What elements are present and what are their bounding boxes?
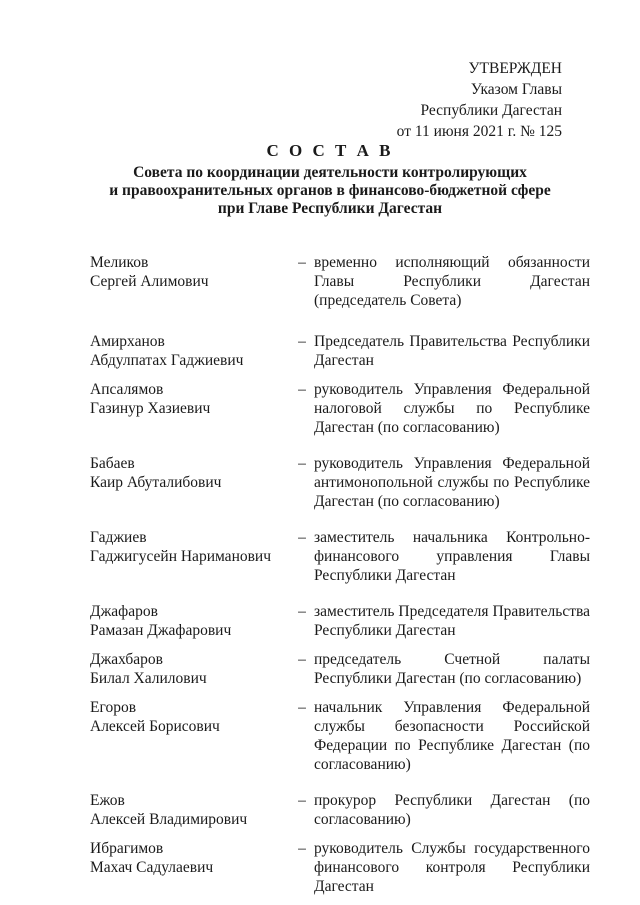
member-given-name: Махач Садулаевич	[90, 859, 214, 876]
member-surname: Гаджиев	[90, 529, 147, 546]
document-title: С О С Т А В	[266, 141, 394, 160]
member-name	[90, 839, 290, 896]
member-name	[90, 528, 290, 585]
member-role: руководитель Службы государственного финансового контроля Республики Дагестан	[314, 840, 590, 895]
dash-separator: –	[298, 699, 306, 716]
member-given-name: Билал Халилович	[90, 670, 207, 687]
approval-title: УТВЕРЖДЕН	[468, 60, 562, 77]
member-row	[90, 602, 590, 640]
dash-separator: –	[298, 529, 306, 546]
document-heading	[60, 140, 600, 218]
member-row	[90, 380, 590, 437]
member-role: прокурор Республики Дагестан (по согласованию)	[314, 792, 590, 828]
member-surname: Джахбаров	[90, 651, 163, 668]
member-name	[90, 332, 290, 370]
member-surname: Ежов	[90, 792, 125, 809]
member-given-name: Алексей Борисович	[90, 718, 220, 735]
member-given-name: Сергей Алимович	[90, 273, 209, 290]
member-name	[90, 380, 290, 437]
member-name	[90, 454, 290, 511]
member-name	[90, 602, 290, 640]
member-role: руководитель Управления Федеральной антимонопольной службы по Республике Дагестан (по согласованию)	[314, 455, 590, 510]
dash-separator: –	[298, 455, 306, 472]
dash-separator: –	[298, 792, 306, 809]
approval-region: Республики Дагестан	[420, 102, 562, 119]
member-row	[90, 650, 590, 688]
approval-date: от 11 июня 2021 г. № 125	[396, 123, 562, 140]
dash-separator: –	[298, 333, 306, 350]
dash-separator: –	[298, 840, 306, 857]
members-list	[90, 253, 590, 896]
member-role: руководитель Управления Федеральной налоговой службы по Республике Дагестан (по согласованию)	[314, 381, 590, 436]
approval-stamp	[342, 58, 562, 142]
member-role: начальник Управления Федеральной службы безопасности Российской Федерации по Республике Дагестан (по согласованию)	[314, 699, 590, 773]
member-given-name: Гаджигусейн Нариманович	[90, 548, 272, 565]
member-row	[90, 698, 590, 774]
dash-separator: –	[298, 651, 306, 668]
member-given-name: Каир Абуталибович	[90, 474, 222, 491]
member-role: временно исполняющий обязанности Главы Республики Дагестан (председатель Совета)	[314, 254, 590, 309]
member-name	[90, 791, 290, 829]
dash-separator: –	[298, 254, 306, 271]
dash-separator: –	[298, 603, 306, 620]
member-given-name: Алексей Владимирович	[90, 811, 248, 828]
member-row	[90, 839, 590, 896]
member-row	[90, 253, 590, 310]
member-name	[90, 650, 290, 688]
member-surname: Меликов	[90, 254, 149, 271]
member-row	[90, 528, 590, 585]
dash-separator: –	[298, 381, 306, 398]
member-row	[90, 454, 590, 511]
member-surname: Бабаев	[90, 455, 135, 472]
member-name	[90, 698, 290, 774]
member-surname: Апсалямов	[90, 381, 164, 398]
member-given-name: Абдулпатах Гаджиевич	[90, 352, 244, 369]
member-role: заместитель Председателя Правительства Республики Дагестан	[314, 603, 590, 639]
member-given-name: Газинур Хазиевич	[90, 400, 211, 417]
member-role: заместитель начальника Контрольно-финансового управления Главы Республики Дагестан	[314, 529, 590, 584]
member-role: Председатель Правительства Республики Дагестан	[314, 333, 590, 369]
member-surname: Ибрагимов	[90, 840, 164, 857]
member-role: председатель Счетной палаты Республики Дагестан (по согласованию)	[314, 651, 590, 687]
member-surname: Егоров	[90, 699, 137, 716]
member-row	[90, 791, 590, 829]
member-row	[90, 332, 590, 370]
approval-decree: Указом Главы	[470, 81, 562, 98]
member-given-name: Рамазан Джафарович	[90, 622, 232, 639]
member-surname: Джафаров	[90, 603, 158, 620]
heading-line-2: и правоохранительных органов в финансово-бюджетной сфере	[109, 182, 551, 199]
member-name	[90, 253, 290, 310]
heading-line-3: при Главе Республики Дагестан	[217, 200, 443, 217]
heading-line-1: Совета по координации деятельности контролирующих	[133, 164, 527, 181]
member-surname: Амирханов	[90, 333, 165, 350]
